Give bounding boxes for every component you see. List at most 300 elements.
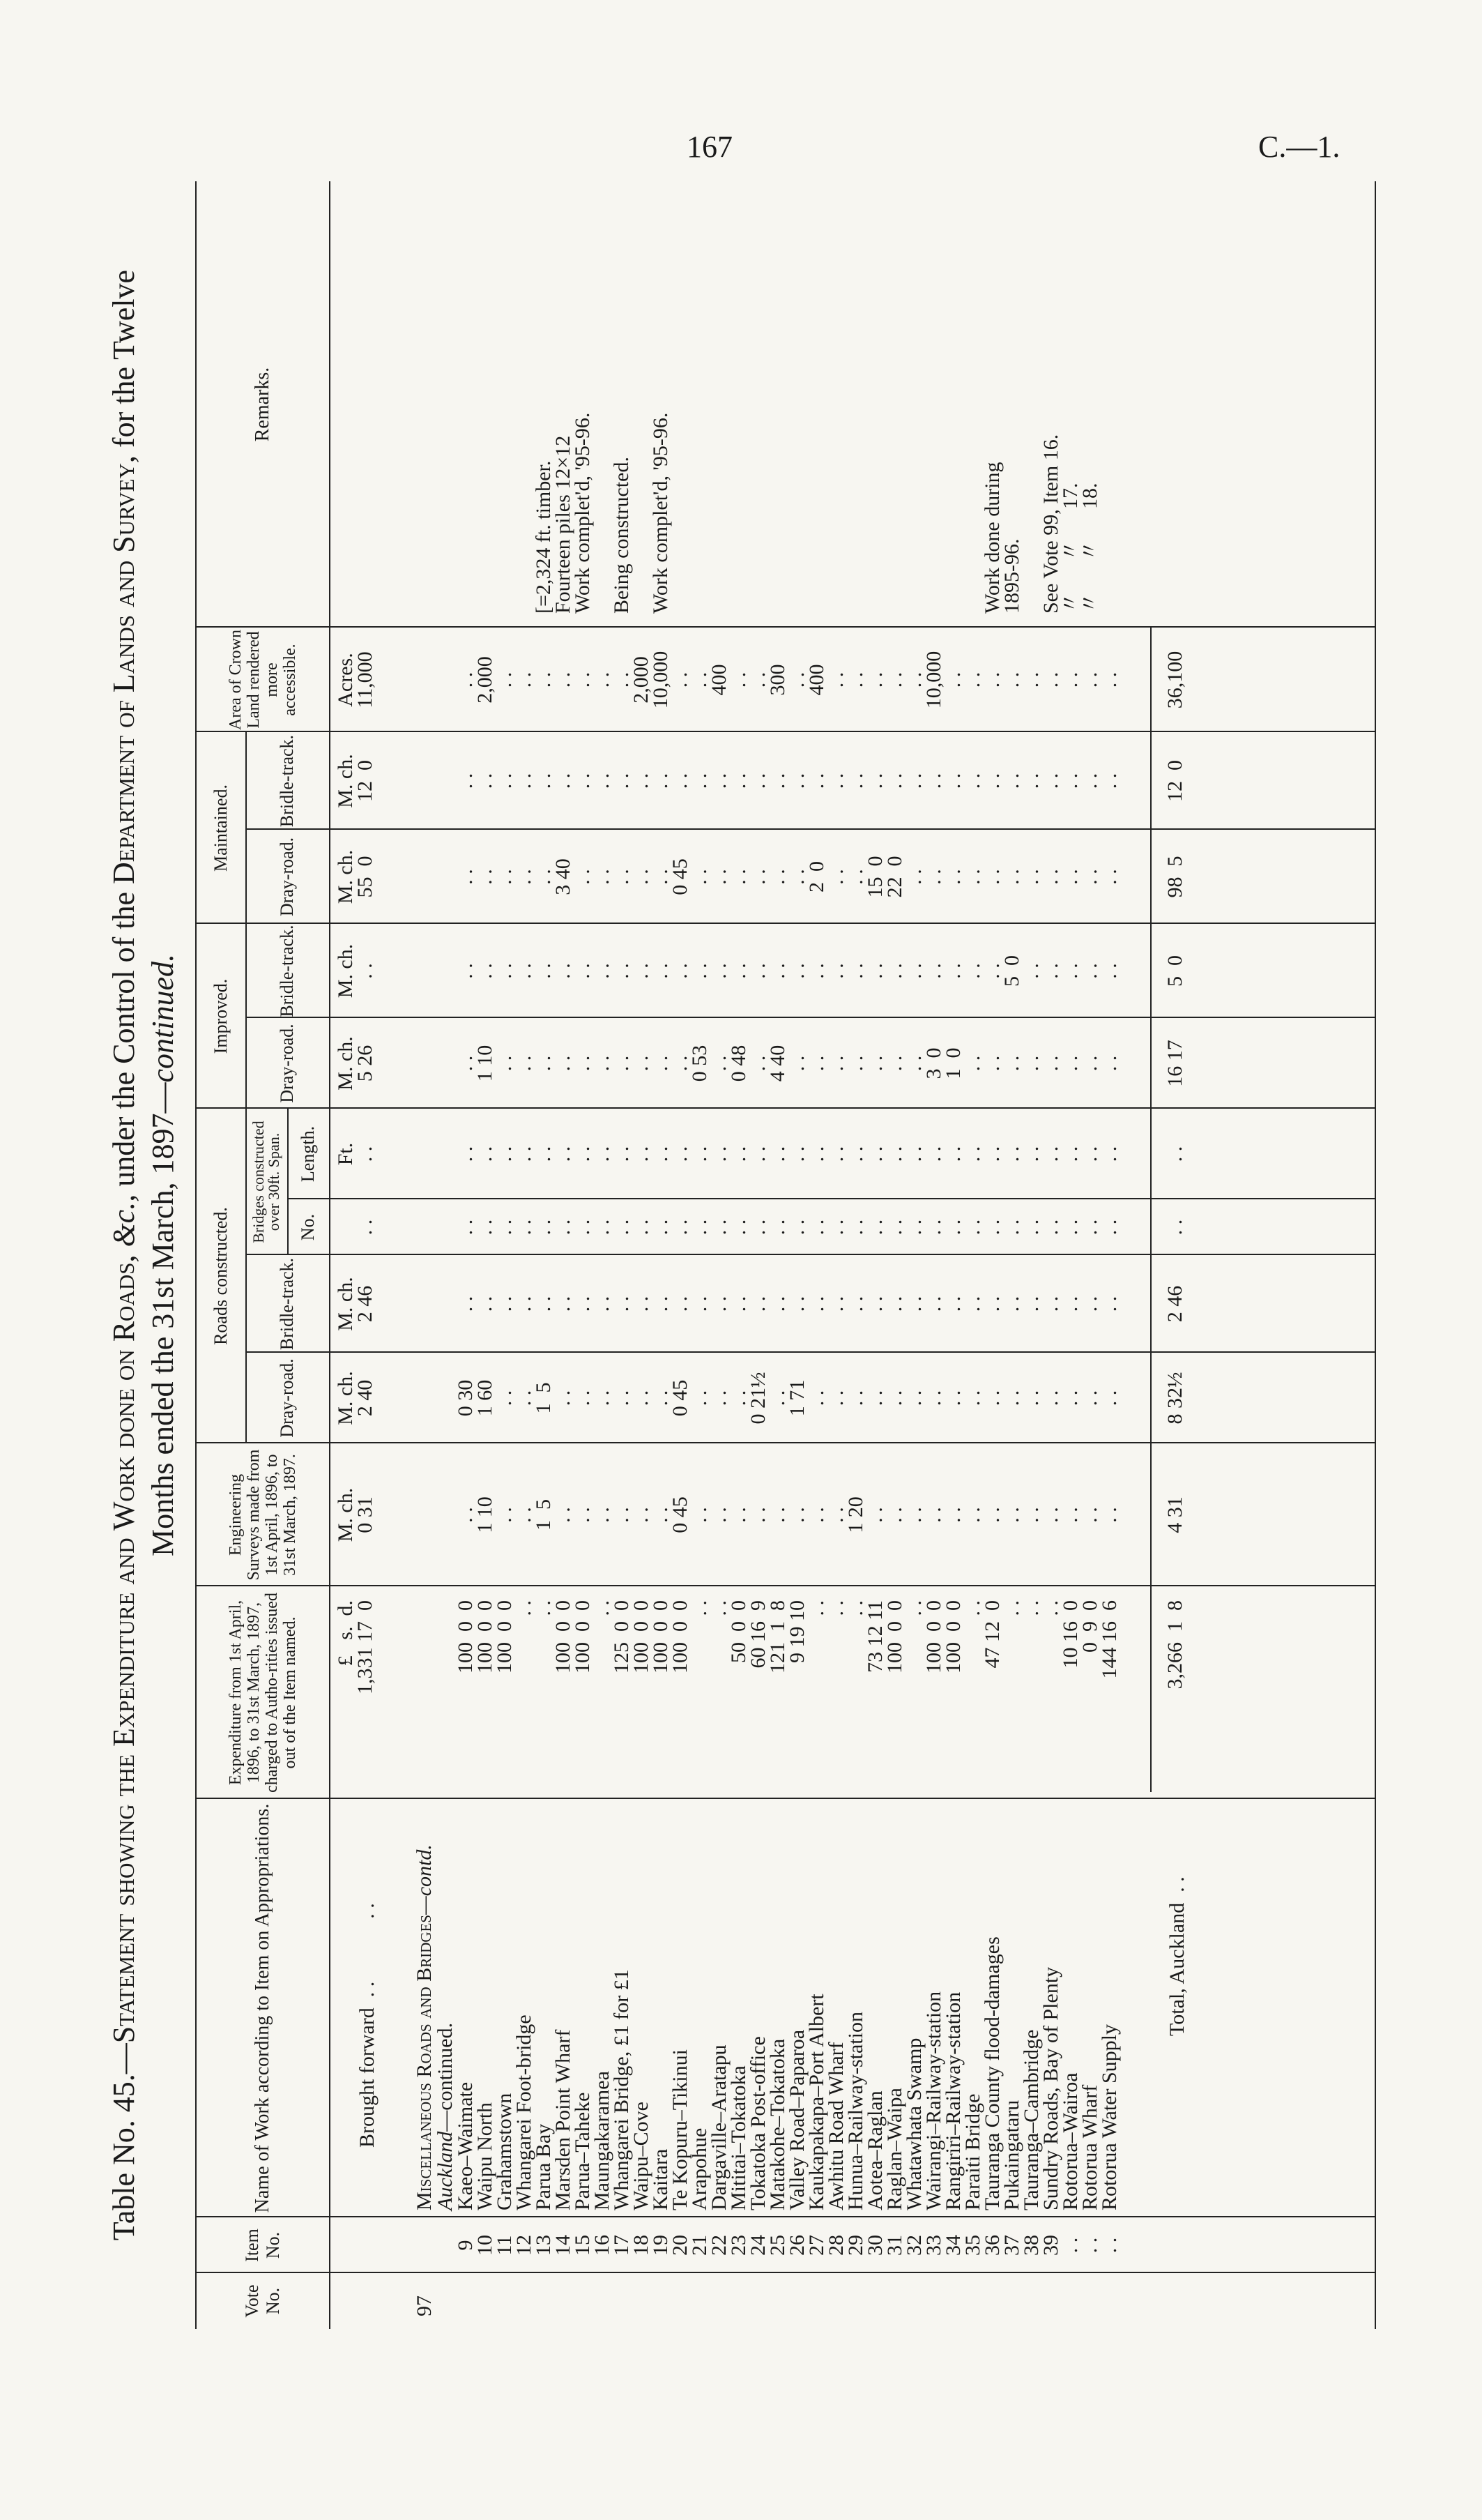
column-impb: [456, 924, 1120, 1018]
cell-name: Rotorua Water Supply: [1098, 2024, 1121, 2210]
column-brl: [456, 1109, 1120, 1199]
cell-rcd: . .: [590, 1390, 613, 1406]
header-expenditure: Expenditure from 1st April, 1896, to 31st March, 1897, charged to Autho-rities issued out of the Item named.: [227, 1593, 299, 1793]
cell-name: Tokatoka Post-office: [747, 2036, 770, 2210]
cell-mntb: . .: [532, 773, 555, 789]
cell-brl: . .: [473, 1146, 496, 1162]
cell-area: . .: [825, 671, 848, 688]
cell-brl: . .: [551, 1146, 574, 1162]
cell-surv: . .: [629, 1507, 652, 1523]
cell-impd: . .: [825, 1055, 848, 1072]
cell-impd: . .: [629, 1055, 652, 1072]
cell-rcd: . .: [512, 1390, 535, 1406]
cell-rem: [768, 188, 788, 614]
cell-rem: [475, 188, 495, 614]
cell-area: . .: [590, 671, 613, 688]
cell-area: . .: [551, 671, 574, 688]
header-maintained: Maintained.: [211, 784, 231, 872]
cell-impd: . .: [708, 1055, 731, 1072]
cell-mntd: . .: [590, 869, 613, 885]
section-subheading: Auckland—continued.: [434, 2022, 457, 2210]
cell-brl: . .: [610, 1146, 633, 1162]
cell-exp: 10 16 0: [1059, 1600, 1082, 1669]
cell-impb: . .: [512, 963, 535, 979]
cell-surv: . .: [825, 1507, 848, 1523]
cell-surv: . .: [454, 1507, 477, 1523]
cell-name: Grahamstown: [493, 2093, 516, 2210]
cell-impb: . .: [454, 963, 477, 979]
cell-exp: 100 0 0: [571, 1600, 594, 1673]
cell-area: . .: [942, 671, 965, 688]
cell-brn: . .: [669, 1219, 692, 1236]
cell-area: . .: [883, 671, 906, 688]
cell-mntb: . .: [551, 773, 574, 789]
cell-brl: . .: [1098, 1146, 1121, 1162]
column-rcb: [456, 1255, 1120, 1353]
cell-impb: . .: [961, 963, 984, 979]
cell-mntb: . .: [610, 773, 633, 789]
cell-impd: . .: [649, 1055, 672, 1072]
cell-rcb: . .: [844, 1296, 867, 1312]
cell-area: . .: [1098, 671, 1121, 688]
cell-exp: 100 0 0: [473, 1600, 496, 1673]
cell-impb: . .: [805, 963, 828, 979]
cell-impd: . .: [512, 1055, 535, 1072]
cell-brn: . .: [649, 1219, 672, 1236]
cell-mntd: 3 40: [551, 858, 574, 895]
title-twelve: for the Twelve: [107, 269, 141, 448]
cell-exp: 100 0 0: [629, 1600, 652, 1673]
total-br-len: . .: [1163, 1146, 1186, 1162]
cell-area: . .: [493, 671, 516, 688]
cell-exp: 50 0 0: [727, 1600, 750, 1663]
cell-impb: . .: [922, 963, 945, 979]
cell-name: Matakohe–Tokatoka: [766, 2038, 789, 2210]
cell-surv: . .: [610, 1507, 633, 1523]
cell-brn: . .: [590, 1219, 613, 1236]
cell-brn: . .: [708, 1219, 731, 1236]
cell-mntd: . .: [649, 869, 672, 885]
cell-mntd: . .: [922, 869, 945, 885]
cell-rcd: . .: [1059, 1390, 1082, 1406]
cell-rem: [866, 188, 885, 614]
cell-brl: . .: [590, 1146, 613, 1162]
cell-impd: . .: [610, 1055, 633, 1072]
cell-name: Tauranga County flood-damages: [981, 1936, 1004, 2210]
cell-area: 400: [708, 664, 731, 696]
cell-item: 24: [747, 2235, 770, 2256]
cell-area: 10,000: [922, 651, 945, 709]
cell-brl: . .: [1059, 1146, 1082, 1162]
cell-name: Awhitu Road Wharf: [825, 2042, 848, 2210]
cell-rcb: . .: [1020, 1296, 1043, 1312]
cell-surv: . .: [1039, 1507, 1062, 1523]
unit-imp-bridle: M. ch.: [334, 943, 357, 999]
brought-forward-surveys: 0 31: [353, 1496, 376, 1533]
cell-area: . .: [1039, 671, 1062, 688]
cell-name: Mititai–Tokatoka: [727, 2065, 750, 2210]
cell-item: 31: [883, 2235, 906, 2256]
cell-exp: . .: [1039, 1600, 1062, 1616]
cell-name: Raglan–Waipa: [883, 2088, 906, 2210]
total-surveys: 4 31: [1163, 1496, 1186, 1533]
cell-area: . .: [844, 671, 867, 688]
cell-exp: . .: [1000, 1600, 1023, 1616]
cell-rem: [807, 188, 827, 614]
cell-mntd: . .: [825, 869, 848, 885]
cell-item: 11: [493, 2235, 516, 2256]
cell-area: . .: [688, 671, 711, 688]
cell-name: Aotea–Raglan: [864, 2090, 887, 2210]
cell-impb: . .: [981, 963, 1004, 979]
column-item: [456, 2219, 1120, 2272]
cell-mntb: . .: [1039, 773, 1062, 789]
brought-forward-expenditure: 1,331 17 0: [353, 1600, 376, 1694]
cell-surv: . .: [786, 1507, 809, 1523]
cell-impd: . .: [883, 1055, 906, 1072]
cell-surv: . .: [942, 1507, 965, 1523]
cell-item: 28: [825, 2235, 848, 2256]
cell-impb: . .: [688, 963, 711, 979]
header-bridges-length: Length.: [298, 1125, 318, 1183]
cell-rcd: . .: [903, 1390, 926, 1406]
cell-brl: . .: [512, 1146, 535, 1162]
cell-rem: [885, 188, 905, 614]
brought-forward-br-no: . .: [353, 1219, 376, 1236]
cell-mntd: . .: [1078, 869, 1101, 885]
cell-name: Wairangi–Railway-station: [922, 1991, 945, 2210]
cell-impd: . .: [493, 1055, 516, 1072]
column-exp: [456, 1600, 1120, 1789]
cell-rcb: . .: [669, 1296, 692, 1312]
cell-impb: . .: [1098, 963, 1121, 979]
cell-area: . .: [864, 671, 887, 688]
unit-rc-dray: M. ch.: [334, 1371, 357, 1425]
cell-exp: 100 0 0: [551, 1600, 574, 1673]
cell-impb: . .: [473, 963, 496, 979]
title-continued: continued.: [146, 954, 180, 1083]
cell-mntd: . .: [610, 869, 633, 885]
total-expenditure: 3,266 1 8: [1163, 1600, 1186, 1690]
cell-mntb: . .: [1059, 773, 1082, 789]
cell-rem: [827, 188, 846, 614]
header-improved: Improved.: [211, 978, 231, 1054]
cell-exp: 100 0 0: [942, 1600, 965, 1673]
cell-brl: . .: [493, 1146, 516, 1162]
cell-impb: . .: [493, 963, 516, 979]
cell-brn: . .: [1020, 1219, 1043, 1236]
cell-mntd: 22 0: [883, 856, 906, 898]
cell-mntb: . .: [903, 773, 926, 789]
cell-mntb: . .: [747, 773, 770, 789]
cell-mntb: . .: [1078, 773, 1101, 789]
cell-brn: . .: [688, 1219, 711, 1236]
cell-rem: [1100, 188, 1120, 614]
cell-impb: . .: [727, 963, 750, 979]
cell-rcd: . .: [1020, 1390, 1043, 1406]
cell-surv: . .: [864, 1507, 887, 1523]
table-rows: [456, 181, 1153, 2329]
cell-area: 2,000: [473, 656, 496, 704]
header-area: Area of Crown Land rendered more accessible.: [227, 630, 299, 730]
cell-mntb: . .: [454, 773, 477, 789]
header-roads-constructed: Roads constructed.: [211, 1207, 231, 1345]
cell-rcb: . .: [727, 1296, 750, 1312]
cell-rem: Fourteen piles 12×12: [551, 435, 574, 614]
cell-surv: . .: [805, 1507, 828, 1523]
header-item-no: Item No.: [242, 2229, 283, 2262]
cell-impb: . .: [629, 963, 652, 979]
cell-name: Rotorua Wharf: [1078, 2084, 1101, 2210]
cell-impb: . .: [883, 963, 906, 979]
cell-brl: . .: [727, 1146, 750, 1162]
cell-brn: . .: [981, 1219, 1004, 1236]
cell-brl: . .: [1000, 1146, 1023, 1162]
unit-rc-bridle: M. ch.: [334, 1277, 357, 1331]
cell-impb: 5 0: [1000, 955, 1023, 987]
cell-impb: . .: [649, 963, 672, 979]
section-heading: Miscellaneous Roads and Bridges—contd.: [413, 1844, 436, 2210]
cell-brn: . .: [532, 1219, 555, 1236]
cell-brl: . .: [844, 1146, 867, 1162]
cell-area: . .: [727, 671, 750, 688]
cell-rcb: . .: [747, 1296, 770, 1312]
unit-length: Ft.: [334, 1142, 357, 1166]
cell-item: 12: [512, 2235, 535, 2256]
cell-brl: . .: [883, 1146, 906, 1162]
cell-brl: . .: [903, 1146, 926, 1162]
title-table-number: Table No. 45.—: [107, 2043, 141, 2241]
cell-rcb: . .: [825, 1296, 848, 1312]
brought-forward-area: 11,000: [353, 651, 376, 708]
cell-impd: . .: [669, 1055, 692, 1072]
cell-name: Kaitara: [649, 2148, 672, 2210]
cell-brl: . .: [747, 1146, 770, 1162]
cell-brn: . .: [883, 1219, 906, 1236]
cell-rcb: . .: [610, 1296, 633, 1312]
cell-area: . .: [532, 671, 555, 688]
rotated-table-page: [105, 181, 1373, 2329]
cell-mntd: . .: [747, 869, 770, 885]
cell-impb: . .: [942, 963, 965, 979]
cell-exp: . .: [805, 1600, 828, 1616]
cell-brl: . .: [766, 1146, 789, 1162]
cell-rcb: . .: [981, 1296, 1004, 1312]
cell-rcb: . .: [1098, 1296, 1121, 1312]
cell-impb: . .: [1020, 963, 1043, 979]
cell-rcd: . .: [825, 1390, 848, 1406]
cell-mntd: . .: [766, 869, 789, 885]
cell-rem: See Vote 99, Item 16.: [1039, 434, 1062, 614]
header-rc-bridle: Bridle-track.: [277, 1257, 297, 1351]
cell-impd: . .: [1020, 1055, 1043, 1072]
cell-rcb: . .: [883, 1296, 906, 1312]
title-under: under the Control of the: [107, 891, 141, 1187]
cell-rcd: . .: [610, 1390, 633, 1406]
cell-exp: . .: [903, 1600, 926, 1616]
cell-exp: . .: [708, 1600, 731, 1616]
cell-brl: . .: [532, 1146, 555, 1162]
cell-name: Pukaingataru: [1000, 2100, 1023, 2210]
cell-rcb: . .: [786, 1296, 809, 1312]
header-vote-no: Vote No.: [242, 2284, 283, 2318]
cell-item: 39: [1039, 2235, 1062, 2256]
cell-mntb: . .: [473, 773, 496, 789]
cell-surv: . .: [1059, 1507, 1082, 1523]
cell-impb: . .: [571, 963, 594, 979]
cell-brn: . .: [786, 1219, 809, 1236]
cell-mntb: . .: [864, 773, 887, 789]
cell-impd: . .: [961, 1055, 984, 1072]
cell-mntd: . .: [1020, 869, 1043, 885]
cell-mntd: . .: [493, 869, 516, 885]
cell-rem: 1895-96.: [1000, 538, 1023, 614]
cell-impb: . .: [1078, 963, 1101, 979]
cell-rem: [846, 188, 866, 614]
cell-surv: 0 45: [669, 1496, 692, 1533]
cell-brn: . .: [571, 1219, 594, 1236]
brought-forward-rc-dray: 2 40: [353, 1379, 376, 1417]
cell-brn: . .: [864, 1219, 887, 1236]
cell-item: 27: [805, 2235, 828, 2256]
cell-impb: . .: [786, 963, 809, 979]
cell-item: 22: [708, 2235, 731, 2256]
cell-mntb: . .: [1020, 773, 1043, 789]
cell-impd: . .: [1039, 1055, 1062, 1072]
cell-name: Arapohue: [688, 2127, 711, 2210]
cell-brn: . .: [1078, 1219, 1101, 1236]
cell-area: . .: [747, 671, 770, 688]
cell-rcd: . .: [1000, 1390, 1023, 1406]
cell-item: 10: [473, 2235, 496, 2256]
cell-name: Kaukapakapa–Port Albert: [805, 1994, 828, 2210]
cell-rcd: 0 45: [669, 1379, 692, 1417]
brought-forward-mnt-dray: 55 0: [353, 856, 376, 898]
cell-impd: . .: [844, 1055, 867, 1072]
cell-rcd: 1 5: [532, 1382, 555, 1414]
cell-item: 32: [903, 2235, 926, 2256]
cell-mntb: . .: [629, 773, 652, 789]
title-department: Department of Lands and Survey,: [107, 455, 141, 884]
total-area: 36,100: [1163, 651, 1186, 709]
title-etc: &c.,: [107, 1194, 141, 1247]
document-code: C.—1.: [1258, 130, 1340, 164]
cell-impd: . .: [981, 1055, 1004, 1072]
cell-mntd: . .: [903, 869, 926, 885]
cell-impd: . .: [551, 1055, 574, 1072]
cell-area: . .: [512, 671, 535, 688]
cell-rcd: . .: [805, 1390, 828, 1406]
cell-name: Dargaville–Aratapu: [708, 2044, 731, 2210]
cell-rcd: . .: [883, 1390, 906, 1406]
cell-mntb: . .: [786, 773, 809, 789]
cell-surv: . .: [883, 1507, 906, 1523]
cell-impb: . .: [1039, 963, 1062, 979]
cell-name: Tauranga–Cambridge: [1020, 2029, 1043, 2210]
cell-rcb: . .: [532, 1296, 555, 1312]
cell-mntd: . .: [454, 869, 477, 885]
cell-name: Sundry Roads, Bay of Plenty: [1039, 1966, 1062, 2210]
cell-brl: . .: [454, 1146, 477, 1162]
cell-rem: [495, 188, 514, 614]
cell-surv: . .: [1020, 1507, 1043, 1523]
cell-exp: . .: [688, 1600, 711, 1616]
cell-exp: . .: [512, 1600, 535, 1616]
cell-mntb: . .: [649, 773, 672, 789]
cell-mntb: . .: [512, 773, 535, 789]
cell-rcd: 0 30: [454, 1379, 477, 1417]
cell-area: 2,000: [629, 656, 652, 704]
cell-mntd: . .: [708, 869, 731, 885]
cell-rcd: . .: [1098, 1390, 1121, 1406]
cell-mntd: 0 45: [669, 858, 692, 895]
cell-exp: 144 16 6: [1098, 1600, 1121, 1679]
cell-mntb: . .: [571, 773, 594, 789]
cell-brn: . .: [922, 1219, 945, 1236]
column-surv: [456, 1447, 1120, 1583]
cell-item: 36: [981, 2235, 1004, 2256]
cell-name: Hunua–Railway-station: [844, 2012, 867, 2210]
cell-exp: 100 0 0: [493, 1600, 516, 1673]
cell-name: Kaeo–Waimate: [454, 2081, 477, 2210]
cell-mntd: . .: [688, 869, 711, 885]
cell-rcd: . .: [493, 1390, 516, 1406]
brought-forward-br-len: . .: [353, 1146, 376, 1162]
cell-rem: [749, 188, 768, 614]
cell-rcd: . .: [708, 1390, 731, 1406]
cell-rem: [963, 188, 983, 614]
cell-surv: . .: [727, 1507, 750, 1523]
vote-number: 97: [413, 2295, 436, 2316]
cell-mntd: . .: [981, 869, 1004, 885]
cell-impb: . .: [1059, 963, 1082, 979]
cell-surv: . .: [766, 1507, 789, 1523]
cell-exp: 100 0 0: [454, 1600, 477, 1673]
cell-rcd: . .: [1039, 1390, 1062, 1406]
cell-brn: . .: [551, 1219, 574, 1236]
cell-impb: . .: [864, 963, 887, 979]
cell-mntd: 15 0: [864, 856, 887, 898]
cell-name: Waipu–Cove: [629, 2102, 652, 2210]
cell-rcb: . .: [766, 1296, 789, 1312]
cell-brn: . .: [766, 1219, 789, 1236]
cell-brl: . .: [786, 1146, 809, 1162]
cell-rem: [690, 188, 710, 614]
header-imp-bridle: Bridle-track.: [277, 925, 297, 1017]
cell-rem: [=2,324 ft. timber.: [532, 460, 555, 614]
cell-exp: . .: [961, 1600, 984, 1616]
unit-mnt-bridle: M. ch.: [334, 754, 357, 808]
cell-area: . .: [1059, 671, 1082, 688]
cell-area: 300: [766, 664, 789, 696]
cell-impd: . .: [532, 1055, 555, 1072]
cell-rem: [788, 188, 807, 614]
cell-name: Parua Bay: [532, 2123, 555, 2210]
cell-rcb: . .: [590, 1296, 613, 1312]
cell-exp: 100 0 0: [649, 1600, 672, 1673]
cell-impb: . .: [532, 963, 555, 979]
cell-mntb: . .: [961, 773, 984, 789]
cell-rem: [944, 188, 963, 614]
cell-mntd: . .: [1098, 869, 1121, 885]
header-mnt-bridle: Bridle-track.: [277, 734, 297, 828]
cell-item: 30: [864, 2235, 887, 2256]
cell-impb: . .: [669, 963, 692, 979]
cell-area: . .: [1000, 671, 1023, 688]
cell-item: 14: [551, 2235, 574, 2256]
header-surveys: Engineering Surveys made from 1st April, 1896, to 31st March, 1897.: [227, 1449, 299, 1581]
cell-rcb: . .: [805, 1296, 828, 1312]
